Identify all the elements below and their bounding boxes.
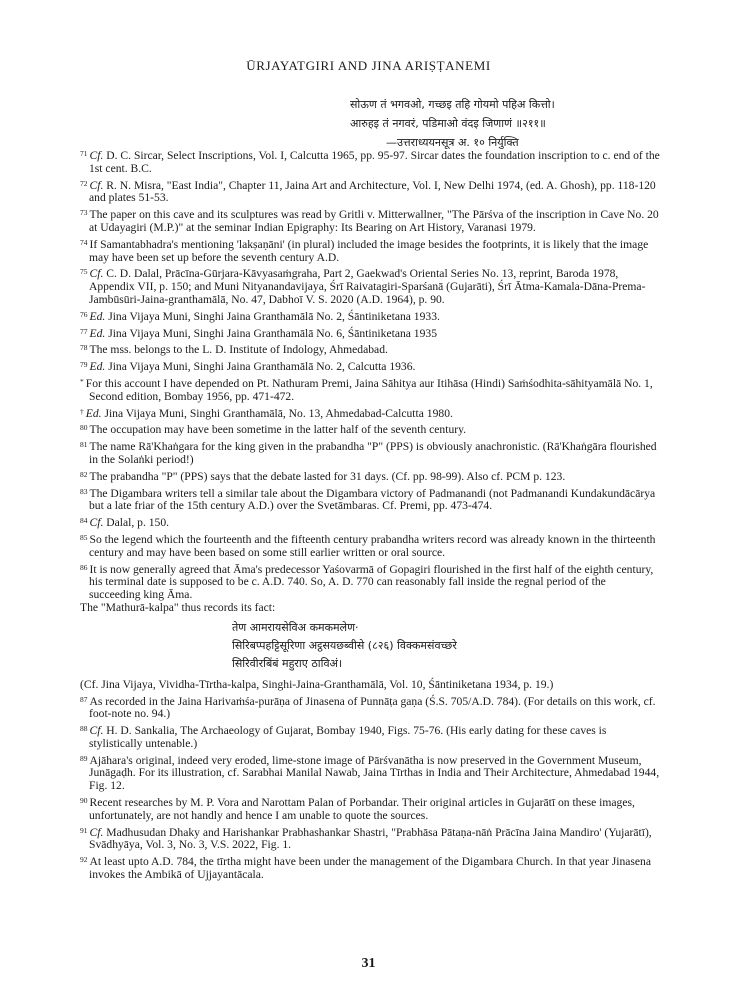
- footnote-92: $^{92}$ At least upto A.D. 784, the tīrtha might have been under the management of the Digambara Church. In that year Jinasena invokes the Ambikā of Ujjayantācala.: [80, 855, 651, 882]
- page-number: 31: [361, 956, 376, 971]
- prakrit-verse: [350, 95, 630, 152]
- footnote-80: $^{80}$ The occupation may have been sometime in the latter half of the seventh century.: [80, 423, 467, 437]
- footnote-89: $^{89}$ Ajāhara's original, indeed very eroded, lime-stone image of Pārśvanātha is now preserved in the Government Museum, Junāgaḍh. For its illustration, cf. Sarabhai Manilal Nawab, Jaina Tīrthas in India and Their Architecture, Ahmedabad 1944, Fig. 12.: [80, 753, 660, 793]
- footnote-85: $^{85}$ So the legend which the fourteenth and the fifteenth century prabandha writers record was already known in the thirteenth century and may have been based on some still earlier written or oral source.: [80, 532, 656, 559]
- footnote-86: $^{86}$ It is now generally agreed that Āma's predecessor Yaśovarmā of Gopagiri flourished in the first half of the eighth century, his terminal date is supposed to be c. A.D. 740. So, A. D. 770 can reasonably fall inside the regnal period of the succeeding king Āma.: [80, 562, 654, 602]
- footnote-79: $^{79}$ Ed. Jina Vijaya Muni, Singhi Jaina Granthamālā No. 2, Calcutta 1936.: [80, 360, 416, 374]
- quote-citation: (Cf. Jina Vijaya, Vividha-Tīrtha-kalpa, Singhi-Jaina-Granthamālā, Vol. 10, Śāntiniketana 1934, p. 19.): [80, 677, 554, 691]
- footnote-86-continuation: The "Mathurā-kalpa" thus records its fact:: [80, 600, 276, 614]
- footnotes: [80, 150, 660, 886]
- footnote-88: $^{88}$ Cf. H. D. Sankalia, The Archaeology of Gujarat, Bombay 1940, Figs. 75-76. (His early dating for these caves is stylistically untenable.): [80, 724, 607, 750]
- footnote-77: $^{77}$ Ed. Jina Vijaya Muni, Singhi Jaina Granthamālā No. 6, Śāntiniketana 1935: [80, 326, 437, 340]
- footnote-72: $^{72}$ Cf. R. N. Misra, "East India", Chapter 11, Jaina Art and Architecture, Vol. I, New Delhi 1974, (ed. A. Ghosh), pp. 118-120 and plates 51-53.: [80, 178, 656, 205]
- footnote-91: $^{91}$ Cf. Madhusudan Dhaky and Harishankar Prabhashankar Shastri, "Prabhāsa Pātaṇa-nāṅ Prācīna Jaina Mandiro' (Yujarātī), Svādhyāya, Vol. 3, No. 3, V.S. 2022, Fig. 1.: [80, 825, 652, 852]
- footnote-73: $^{73}$ The paper on this cave and its sculptures was read by Gritli v. Mitterwallner, "The Pārśva of the inscription in Cave No. 20 at Udayagiri (M.P.)" at the seminar Indian Epigraphy: Its Bearing on Art History, Varanasi 1979.: [80, 208, 659, 234]
- quote-line-2: सिरिबप्पहट्टिसूरिणा अट्ठसयछब्वीसे (८२६) विक्कमसंवच्छरे: [232, 638, 457, 652]
- footnote-90: $^{90}$ Recent researches by M. P. Vora and Narottam Palan of Porbandar. Their original articles in Gujarātī on these images, unfortunately, are not handly and hence I am unable to quote the sources.: [80, 796, 635, 822]
- footnote-dagger: † Ed. Jina Vijaya Muni, Singhi Granthamālā, No. 13, Ahmedabad-Calcutta 1980.: [80, 406, 453, 420]
- running-head: ŪRJAYATGIRI AND JINA ARIṢṬANEMI: [246, 58, 491, 73]
- footnote-81: $^{81}$ The name Rā'Khaṅgara for the king given in the prabandha "P" (PPS) is obviously anachronistic. (Rā'Khaṅgāra flourished in the Solaṅki period!): [80, 440, 657, 466]
- footnote-76: $^{76}$ Ed. Jina Vijaya Muni, Singhi Jaina Granthamālā No. 2, Śāntiniketana 1933.: [80, 309, 440, 323]
- footnote-star: * For this account I have depended on Pt. Nathuram Premi, Jaina Sāhitya aur Itihāsa (Hindi) Saṁśodhita-sāhityamālā No. 1, Second edition, Bombay 1956, pp. 471-472.: [80, 376, 653, 403]
- footnote-71: $^{71}$ Cf. D. C. Sircar, Select Inscriptions, Vol. I, Calcutta 1965, pp. 95-97. Sircar dates the foundation inscription to c. end of the 1st cent. B.C.: [80, 149, 660, 175]
- verse-line-2: आरुहइ तं नगवरं, पडिमाओ वंदइ जिणाणं ॥२११॥: [350, 117, 546, 130]
- footnote-75: $^{75}$ Cf. C. D. Dalal, Prācīna-Gūrjara-Kāvyasaṁgraha, Part 2, Gaekwad's Oriental Series No. 13, reprint, Baroda 1978, Appendix VII, p. 150; and Muni Nityanandavijaya, Śrī Raivatagiri-Sparśanā (Gujarāti), Śrī Ātma-Kamala-Dāna-Prema-Jambūsūri-Jaina-granthamālā, No. 47, Dabhoī V. S. 2020 (A.D. 1964), p. 90.: [80, 267, 646, 306]
- verse-line-1: सोऊण तं भगवओ, गच्छइ तहि गोयमो पहिअ कित्तो।: [350, 98, 555, 111]
- mathura-kalpa-quote: [80, 619, 660, 673]
- verse-source: —उत्तराध्ययनसूत्र अ. १० निर्युक्ति: [386, 136, 519, 149]
- quote-line-3: सिरिवीरबिंबं महुराए ठाविअं।: [232, 656, 343, 670]
- footnote-82: $^{82}$ The prabandha "P" (PPS) says that the debate lasted for 31 days. (Cf. pp. 98-99). Also cf. PCM p. 123.: [80, 469, 566, 483]
- footnote-84: $^{84}$ Cf. Dalal, p. 150.: [80, 516, 170, 530]
- footnote-87: $^{87}$ As recorded in the Jaina Harivaṁśa-purāṇa of Jinasena of Punnāṭa gaṇa (Ś.S. 705/A.D. 784). (For details on this work, cf. foot-note no. 94.): [80, 694, 656, 721]
- quote-line-1: तेण आमरायसेविअ कमकमलेण·: [232, 620, 359, 634]
- footnote-83: $^{83}$ The Digambara writers tell a similar tale about the Digambara victory of Padmanandi (not Padmanandi Kundakundācārya but a late friar of the 15th century A.D.) over the Svetāmbaras. Cf. Premi, pp. 473-474.: [80, 486, 656, 513]
- footnote-74: $^{74}$ If Samantabhadra's mentioning 'lakṣaṇāni' (in plural) included the image besides the footprints, it is likely that the image may have been set up before the seventh century A.D.: [80, 237, 649, 264]
- footnote-78: $^{78}$ The mss. belongs to the L. D. Institute of Indology, Ahmedabad.: [80, 343, 388, 357]
